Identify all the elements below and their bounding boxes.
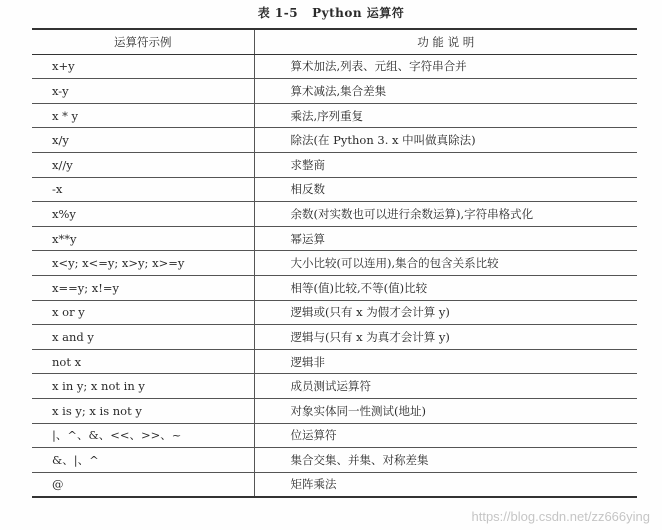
operator-example-cell: &、|、^ [32,448,254,473]
table-row [32,300,637,325]
operator-description-cell: 求整商 [254,152,637,177]
operator-example-cell: x and y [32,325,254,350]
operator-example-cell: x in y; x not in y [32,374,254,399]
table-row [32,251,637,276]
operator-description-cell: 矩阵乘法 [254,472,637,497]
operator-example-cell: x==y; x!=y [32,275,254,300]
table-row [32,226,637,251]
operator-example-cell: x<y; x<=y; x>y; x>=y [32,251,254,276]
table-row [32,374,637,399]
operator-description-cell: 逻辑与(只有 x 为真才会计算 y) [254,325,637,350]
operator-description-cell: 算术加法,列表、元组、字符串合并 [254,54,637,79]
column-header-example: 运算符示例 [32,29,254,54]
operator-description-cell: 除法(在 Python 3. x 中叫做真除法) [254,128,637,153]
table-row [32,128,637,153]
operator-example-cell: x%y [32,202,254,227]
table-row [32,79,637,104]
operator-example-cell: x or y [32,300,254,325]
table-row [32,54,637,79]
table-row [32,275,637,300]
table-caption: 表 1-5 Python 运算符 [257,6,405,20]
operator-example-cell: x-y [32,79,254,104]
operator-example-cell: x**y [32,226,254,251]
operator-description-cell: 位运算符 [254,423,637,448]
operator-description-cell: 成员测试运算符 [254,374,637,399]
table-row [32,423,637,448]
operator-example-cell: -x [32,177,254,202]
table-row [32,202,637,227]
operator-description-cell: 幂运算 [254,226,637,251]
operator-description-cell: 乘法,序列重复 [254,103,637,128]
table-row [32,177,637,202]
table-row [32,448,637,473]
table-row [32,349,637,374]
operator-example-cell: x is y; x is not y [32,398,254,423]
operator-example-cell: x//y [32,152,254,177]
table-header-row [32,29,637,54]
operator-description-cell: 余数(对实数也可以进行余数运算),字符串格式化 [254,202,637,227]
operator-example-cell: x * y [32,103,254,128]
operator-example-cell: x+y [32,54,254,79]
table-row [32,325,637,350]
operator-description-cell: 大小比较(可以连用),集合的包含关系比较 [254,251,637,276]
table-row [32,103,637,128]
watermark-url: https://blog.csdn.net/zz666ying [471,509,650,524]
operator-description-cell: 逻辑非 [254,349,637,374]
table-row [32,152,637,177]
operator-description-cell: 集合交集、并集、对称差集 [254,448,637,473]
operator-description-cell: 相反数 [254,177,637,202]
operators-table [32,28,637,498]
operator-example-cell: x/y [32,128,254,153]
operator-description-cell: 相等(值)比较,不等(值)比较 [254,275,637,300]
operator-example-cell: |、^、&、<<、>>、~ [32,423,254,448]
operator-description-cell: 逻辑或(只有 x 为假才会计算 y) [254,300,637,325]
operator-example-cell: not x [32,349,254,374]
operator-description-cell: 算术减法,集合差集 [254,79,637,104]
table-body [32,54,637,497]
operator-example-cell: @ [32,472,254,497]
column-header-description: 功 能 说 明 [254,29,637,54]
operator-description-cell: 对象实体同一性测试(地址) [254,398,637,423]
table-row [32,398,637,423]
table-row [32,472,637,497]
